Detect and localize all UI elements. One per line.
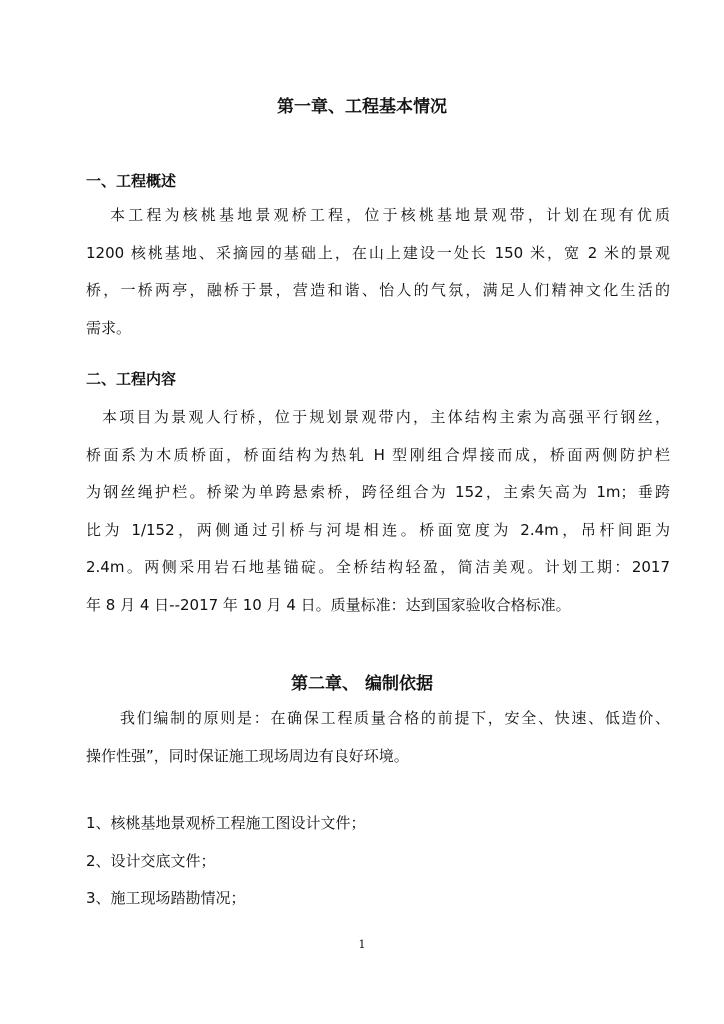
section-1-title: 一、工程概述 [86,172,177,190]
paragraph-line: 1200 核桃基地、采摘园的基础上，在山上建设一处长 150 米，宽 2 米的景观 [86,243,670,262]
page-number: 1 [358,938,366,951]
section-2-title: 二、工程内容 [86,370,177,388]
paragraph-line: 桥面系为木质桥面，桥面结构为热轧 H 型刚组合焊接而成，桥面两侧防护栏 [86,445,670,464]
paragraph-line: 年 8 月 4 日--2017 年 10 月 4 日。质量标准：达到国家验收合格标准。 [86,595,571,614]
paragraph-line: 操作性强”，同时保证施工现场周边有良好环境。 [86,746,409,765]
list-item: 2、设计交底文件； [86,852,216,870]
paragraph-line: 我们编制的原则是：在确保工程质量合格的前提下，安全、快速、低造价、 [120,709,670,727]
paragraph-line: 为钢丝绳护栏。桥梁为单跨悬索桥，跨径组合为 152，主索矢高为 1m；垂跨 [86,483,670,501]
section-2-paragraph [86,399,670,624]
paragraph-line: 本工程为核桃基地景观桥工程，位于核桃基地景观带，计划在现有优质 [110,206,670,224]
list-item: 1、核桃基地景观桥工程施工图设计文件； [86,814,366,832]
chapter-2-title: 第二章、 编制依据 [291,674,433,694]
paragraph-line: 本项目为景观人行桥，位于规划景观带内，主体结构主索为高强平行钢丝， [102,408,670,426]
paragraph-line: 桥，一桥两亭，融桥于景，营造和谐、怡人的气氛，满足人们精神文化生活的 [86,281,670,299]
section-1-paragraph [86,197,670,347]
chapter-1-title: 第一章、工程基本情况 [277,97,447,117]
paragraph-line: 需求。 [86,318,132,337]
chapter-2-intro [86,700,670,775]
paragraph-line: 2.4m。两侧采用岩石地基锚碇。全桥结构轻盈，简洁美观。计划工期：2017 [86,558,670,576]
list-item: 3、施工现场踏勘情况； [86,889,246,907]
paragraph-line: 比为 1/152，两侧通过引桥与河堤相连。桥面宽度为 2.4m，吊杆间距为 [86,520,670,539]
